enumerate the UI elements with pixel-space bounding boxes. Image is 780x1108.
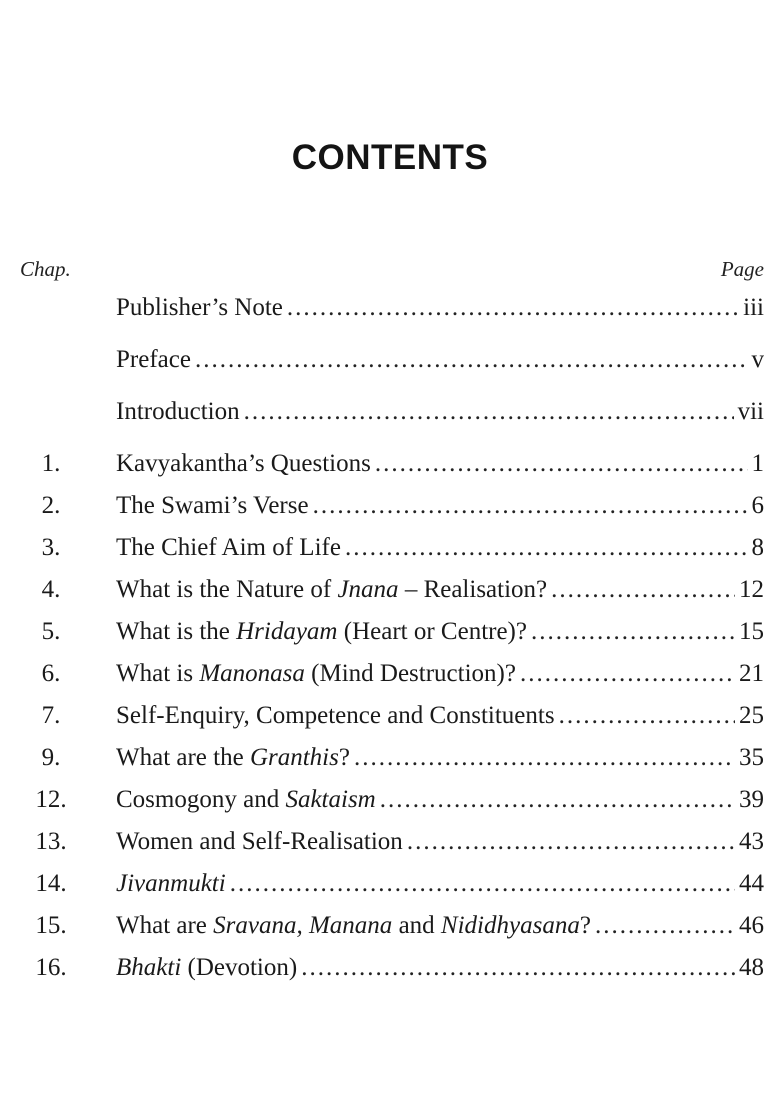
page-column-header: Page (720, 257, 764, 281)
chapter-title (116, 906, 591, 946)
entry-line (116, 288, 764, 328)
entry-line (116, 340, 764, 380)
entry-line (116, 696, 764, 736)
page-number: 39 (739, 786, 764, 813)
page-number: 44 (739, 870, 764, 897)
chapter-number: 5. (41, 618, 61, 645)
italic-term: Jnana (337, 576, 399, 603)
title-text: The Swami’s Verse (116, 492, 309, 519)
italic-term: Saktaism (285, 786, 376, 813)
entry-line (116, 654, 764, 694)
title-text: – Realisation? (398, 576, 548, 603)
page-number: 25 (739, 702, 764, 729)
dot-leader (520, 654, 735, 694)
toc-entry (0, 570, 780, 610)
page-number: 21 (739, 660, 764, 687)
toc-entry (0, 738, 780, 778)
chapter-number: 12. (35, 786, 67, 813)
page-number: v (751, 346, 764, 373)
chapter-number: 14. (35, 870, 67, 897)
page-number: vii (737, 398, 764, 425)
italic-term: Jivanmukti (116, 870, 226, 897)
chapter-number: 15. (35, 912, 67, 939)
page-title: CONTENTS (291, 138, 489, 177)
toc-entry (0, 780, 780, 820)
page-number: 1 (751, 450, 764, 477)
page-number: iii (743, 294, 764, 321)
title-text: What is the Nature of (116, 576, 338, 603)
entry-line (116, 612, 764, 652)
entry-line (116, 948, 764, 988)
dot-leader (301, 948, 735, 988)
italic-term: Bhakti (116, 954, 182, 981)
chapter-title (116, 444, 371, 484)
dot-leader (375, 444, 748, 484)
dot-leader (195, 340, 748, 380)
toc-entry (0, 444, 780, 484)
toc-entry (0, 822, 780, 862)
dot-leader (407, 822, 735, 862)
title-text: Introduction (116, 398, 240, 425)
page-number: 35 (739, 744, 764, 771)
toc-entry (0, 654, 780, 694)
entry-line (116, 444, 764, 484)
entry-line (116, 864, 764, 904)
entry-line (116, 486, 764, 526)
dot-leader (230, 864, 735, 904)
chapter-title (116, 486, 309, 526)
dot-leader (345, 528, 748, 568)
toc-entry (0, 612, 780, 652)
title-text: (Mind Destruction)? (304, 660, 516, 687)
chapter-number: 7. (41, 702, 61, 729)
chapter-number: 13. (35, 828, 67, 855)
title-text: Publisher’s Note (116, 294, 283, 321)
dot-leader (380, 780, 735, 820)
dot-leader (559, 696, 735, 736)
chapter-title (116, 948, 297, 988)
chapter-title (116, 780, 376, 820)
chapter-title (116, 696, 555, 736)
title-text: What are the (116, 744, 250, 771)
italic-term: Manonasa (199, 660, 305, 687)
toc-entry (0, 528, 780, 568)
chapter-column-header: Chap. (20, 257, 71, 281)
title-text: ? (338, 744, 350, 771)
italic-term: Sravana, Manana (213, 912, 393, 939)
chapter-title (116, 654, 516, 694)
dot-leader (287, 288, 739, 328)
title-text: What are (116, 912, 214, 939)
page-number: 46 (739, 912, 764, 939)
entry-line (116, 570, 764, 610)
entry-line (116, 528, 764, 568)
title-text: Preface (116, 346, 191, 373)
entry-line (116, 906, 764, 946)
chapter-title (116, 288, 283, 328)
page-number: 8 (751, 534, 764, 561)
toc-entry (0, 340, 780, 380)
title-text: The Chief Aim of Life (116, 534, 341, 561)
chapter-title (116, 738, 350, 778)
italic-term: Nididhyasana (440, 912, 580, 939)
title-text: Cosmogony and (116, 786, 286, 813)
chapter-number: 2. (41, 492, 61, 519)
chapter-title (116, 570, 547, 610)
title-text: (Devotion) (181, 954, 298, 981)
page-number: 6 (751, 492, 764, 519)
chapter-number: 3. (41, 534, 61, 561)
page-number: 12 (739, 576, 764, 603)
chapter-title (116, 528, 341, 568)
chapter-number: 16. (35, 954, 67, 981)
toc-entry (0, 486, 780, 526)
entry-line (116, 392, 764, 432)
title-text: ? (579, 912, 591, 939)
page-number: 43 (739, 828, 764, 855)
toc-entry (0, 288, 780, 328)
page-number: 15 (739, 618, 764, 645)
chapter-title (116, 392, 240, 432)
chapter-number: 4. (41, 576, 61, 603)
chapter-title (116, 822, 403, 862)
entry-line (116, 738, 764, 778)
toc-entry (0, 906, 780, 946)
entry-line (116, 822, 764, 862)
title-text: What is the (116, 618, 237, 645)
title-text: Kavyakantha’s Questions (116, 450, 371, 477)
title-text: Women and Self-Realisation (116, 828, 403, 855)
italic-term: Hridayam (236, 618, 338, 645)
chapter-title (116, 612, 527, 652)
entry-line (116, 780, 764, 820)
chapter-number: 9. (41, 744, 61, 771)
title-text: and (392, 912, 441, 939)
chapter-number: 1. (41, 450, 61, 477)
chapter-title (116, 340, 191, 380)
title-text: Self-Enquiry, Competence and Constituents (116, 702, 555, 729)
title-text: (Heart or Centre)? (337, 618, 527, 645)
italic-term: Granthis (249, 744, 339, 771)
chapter-number: 6. (41, 660, 61, 687)
toc-entry (0, 392, 780, 432)
title-text: What is (116, 660, 200, 687)
toc-entry (0, 696, 780, 736)
dot-leader (313, 486, 748, 526)
dot-leader (354, 738, 735, 778)
toc-entry (0, 864, 780, 904)
chapter-title (116, 864, 226, 904)
dot-leader (531, 612, 735, 652)
dot-leader (244, 392, 734, 432)
toc-entry (0, 948, 780, 988)
dot-leader (595, 906, 735, 946)
page-number: 48 (739, 954, 764, 981)
dot-leader (551, 570, 735, 610)
